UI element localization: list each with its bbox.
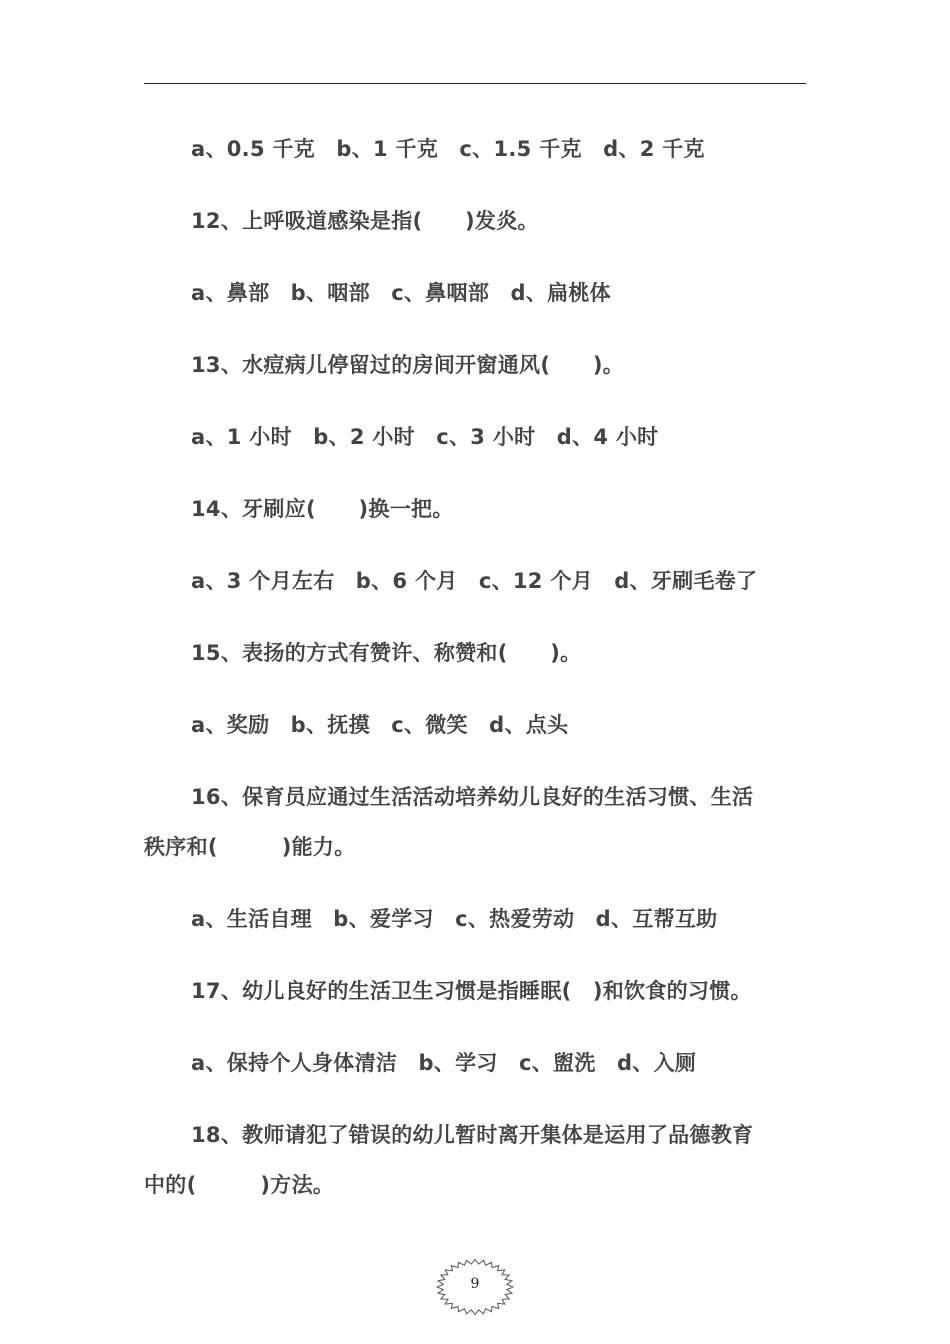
question-16-line-1: 16、保育员应通过生活活动培养幼儿良好的生活习惯、生活 [191, 785, 754, 809]
answer-options-q12: a、鼻部 b、咽部 c、鼻咽部 d、扁桃体 [191, 281, 611, 305]
question-12: 12、上呼吸道感染是指( )发炎。 [191, 209, 539, 233]
question-14: 14、牙刷应( )换一把。 [191, 497, 454, 521]
answer-options-q11: a、0.5 千克 b、1 千克 c、1.5 千克 d、2 千克 [191, 137, 705, 161]
question-18-line-1: 18、教师请犯了错误的幼儿暂时离开集体是运用了品德教育 [191, 1123, 754, 1147]
page-number-badge [435, 1258, 515, 1316]
answer-options-q13: a、1 小时 b、2 小时 c、3 小时 d、4 小时 [191, 425, 659, 449]
question-16-line-2: 秩序和( )能力。 [144, 835, 356, 859]
answer-options-q14: a、3 个月左右 b、6 个月 c、12 个月 d、牙刷毛卷了 [191, 569, 758, 593]
answer-options-q16: a、生活自理 b、爱学习 c、热爱劳动 d、互帮互助 [191, 907, 718, 931]
answer-options-q15: a、奖励 b、抚摸 c、微笑 d、点头 [191, 713, 569, 737]
header-rule [144, 83, 806, 84]
answer-options-q17: a、保持个人身体清洁 b、学习 c、盥洗 d、入厕 [191, 1051, 697, 1075]
question-18-line-2: 中的( )方法。 [144, 1173, 335, 1197]
page-number: 9 [470, 1276, 480, 1292]
question-15: 15、表扬的方式有赞许、称赞和( )。 [191, 641, 582, 665]
question-17: 17、幼儿良好的生活卫生习惯是指睡眠( )和饮食的习惯。 [191, 979, 752, 1003]
question-13: 13、水痘病儿停留过的房间开窗通风( )。 [191, 353, 625, 377]
